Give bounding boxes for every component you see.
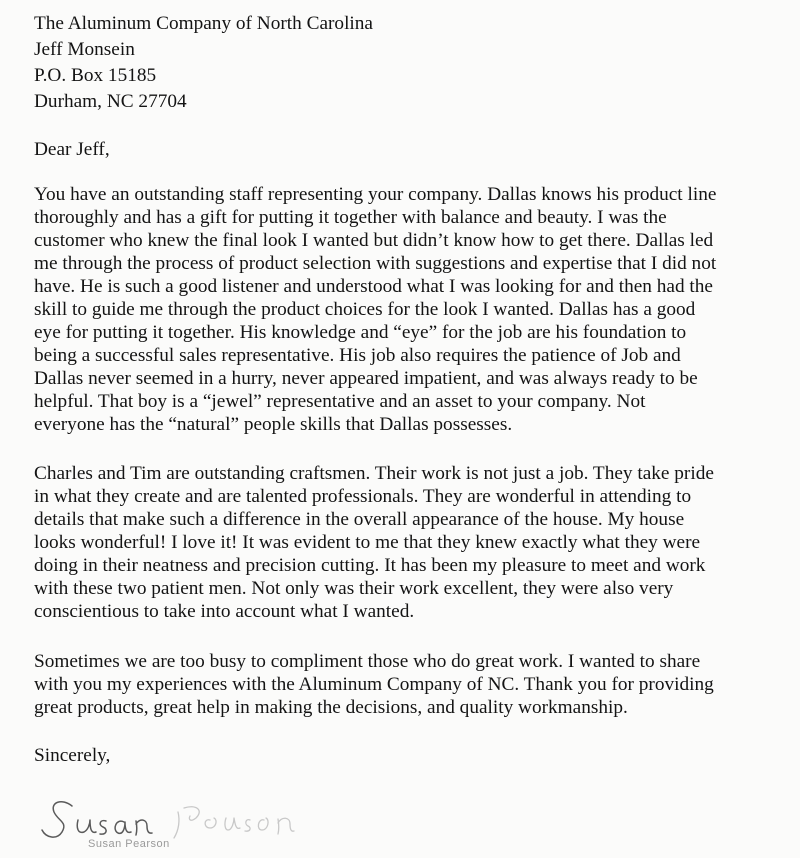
closing: Sincerely, [34,745,111,766]
paragraph-line: You have an outstanding staff representing your company. Dallas knows his product line [34,184,717,205]
paragraph-line: great products, great help in making the decisions, and quality workmanship. [34,697,628,718]
paragraph-line: in what they create and are talented professionals. They are wonderful in attending to [34,486,692,507]
paragraph-line: helpful. That boy is a “jewel” representative and an asset to your company. Not [34,391,646,412]
printed-name-faint: Susan Pearson [88,838,170,850]
salutation: Dear Jeff, [34,139,110,160]
paragraph-line: Sometimes we are too busy to compliment those who do great work. I wanted to share [34,651,701,672]
paragraph-line: Charles and Tim are outstanding craftsmen. Their work is not just a job. They take pride [34,463,714,484]
paragraph-line: eye for putting it together. His knowledge and “eye” for the job are his foundation to [34,322,687,343]
recipient-city-state-zip: Durham, NC 27704 [34,91,187,112]
paragraph-line: everyone has the “natural” people skills that Dallas possesses. [34,414,513,435]
recipient-company: The Aluminum Company of North Carolina [34,13,373,34]
paragraph-line: conscientious to take into account what I wanted. [34,601,415,622]
paragraph-line: customer who knew the final look I wanted but didn’t know how to get there. Dallas led [34,230,714,251]
paragraph-line: have. He is such a good listener and understood what I was looking for and then had the [34,276,713,297]
paragraph-line: looks wonderful! I love it! It was evident to me that they knew exactly what they were [34,532,701,553]
paragraph-line: thoroughly and has a gift for putting it together with balance and beauty. I was the [34,207,667,228]
paragraph-line: Dallas never seemed in a hurry, never appeared impatient, and was always ready to be [34,368,698,389]
handwritten-signature [28,790,328,858]
recipient-po-box: P.O. Box 15185 [34,65,157,86]
paragraph-line: being a successful sales representative. His job also requires the patience of Job and [34,345,681,366]
signature [28,790,328,858]
recipient-name: Jeff Monsein [34,39,135,60]
paragraph-line: doing in their neatness and precision cutting. It has been my pleasure to meet and work [34,555,706,576]
paragraph-line: skill to guide me through the product choices for the look I wanted. Dallas has a good [34,299,696,320]
paragraph-line: me through the process of product selection with suggestions and expertise that I did not [34,253,717,274]
paragraph-line: details that make such a difference in the overall appearance of the house. My house [34,509,685,530]
paragraph-line: with these two patient men. Not only was their work excellent, they were also very [34,578,674,599]
paragraph-line: with you my experiences with the Aluminum Company of NC. Thank you for providing [34,674,714,695]
